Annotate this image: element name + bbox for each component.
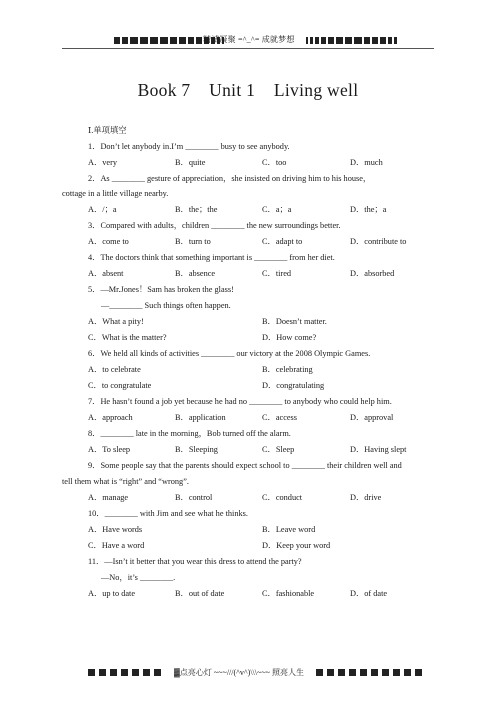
question-stem-continued: tell them what is “right” and “wrong”. <box>62 477 189 486</box>
header-text: 精诚凝聚 =^_^= 成就梦想 <box>203 35 295 44</box>
question-stem: 4．The doctors think that something important is ________ from her diet. <box>88 253 335 262</box>
header-decoration-right <box>306 37 399 44</box>
option-d: D．absorbed <box>350 269 395 278</box>
header-rule <box>62 48 434 49</box>
question-stem-continued: —________ Such things often happen. <box>101 301 231 310</box>
option-a: A．/；a <box>88 205 117 214</box>
option-d: D．drive <box>350 493 382 502</box>
option-b: B．application <box>175 413 226 422</box>
page-footer <box>0 667 496 679</box>
option-c: C．to congratulate <box>88 381 152 390</box>
question-stem-continued: —No，it’s ________. <box>101 573 176 582</box>
option-b: B．control <box>175 493 213 502</box>
option-c: C．What is the matter? <box>88 333 167 342</box>
question-stem: 3．Compared with adults，children ________ the new surroundings better. <box>88 221 341 230</box>
option-b: B．turn to <box>175 237 211 246</box>
option-a: A．to celebrate <box>88 365 141 374</box>
option-a: A．approach <box>88 413 133 422</box>
title-topic: Living well <box>273 80 359 100</box>
question-stem: 7．He hasn’t found a job yet because he had no ________ to anybody who could help him. <box>88 397 392 406</box>
option-d: D．the；a <box>350 205 387 214</box>
option-b: B．Sleeping <box>175 445 218 454</box>
title-book: Book 7 <box>137 80 191 100</box>
question-stem: 8．________ late in the morning，Bob turned off the alarm. <box>88 429 291 438</box>
option-b: B．celebrating <box>262 365 313 374</box>
option-b: B．out of date <box>175 589 225 598</box>
option-a: A．manage <box>88 493 129 502</box>
question-stem: 11．—Isn’t it better that you wear this dress to attend the party? <box>88 557 302 566</box>
option-a: A．up to date <box>88 589 136 598</box>
option-c: C．a；a <box>262 205 292 214</box>
option-a: A．very <box>88 158 118 167</box>
option-c: C．Sleep <box>262 445 295 454</box>
option-b: B．the；the <box>175 205 218 214</box>
option-c: C．tired <box>262 269 292 278</box>
option-b: B．quite <box>175 158 206 167</box>
question-stem: 6．We held all kinds of activities ________ our victory at the 2008 Olympic Games. <box>88 349 371 358</box>
question-stem: 1．Don’t let anybody in.I’m ________ busy to see anybody. <box>88 142 290 151</box>
title-unit: Unit 1 <box>209 80 256 100</box>
page-title <box>0 80 496 101</box>
option-d: D．congratulating <box>262 381 325 390</box>
question-stem: 10．________ with Jim and see what he thinks. <box>88 509 248 518</box>
option-d: D．Having slept <box>350 445 407 454</box>
question-stem: 9．Some people say that the parents should expect school to ________ their children well and <box>88 461 402 470</box>
option-b: B．absence <box>175 269 216 278</box>
option-b: B．Leave word <box>262 525 316 534</box>
option-c: C．conduct <box>262 493 303 502</box>
option-c: C．adapt to <box>262 237 303 246</box>
footer-text: ▓点亮心灯 ~~~///(^v^)\\\~~~ 照亮人生 <box>174 668 304 677</box>
option-c: C．Have a word <box>88 541 145 550</box>
option-d: D．Keep your word <box>262 541 331 550</box>
option-d: D．approval <box>350 413 394 422</box>
option-a: A．absent <box>88 269 124 278</box>
question-stem: 2．As ________ gesture of appreciation，she insisted on driving him to his house， <box>88 174 372 183</box>
option-a: A．What a pity! <box>88 317 144 326</box>
footer-decoration-left <box>88 669 165 676</box>
page-header <box>0 34 496 48</box>
question-stem-continued: cottage in a little village nearby. <box>62 189 169 198</box>
option-d: D．much <box>350 158 383 167</box>
option-c: C．fashionable <box>262 589 315 598</box>
option-a: A．To sleep <box>88 445 131 454</box>
question-stem: 5．—Mr.Jones！Sam has broken the glass! <box>88 285 234 294</box>
section-heading: Ⅰ.单项填空 <box>88 126 127 135</box>
footer-decoration-right <box>316 669 426 676</box>
option-c: C．too <box>262 158 287 167</box>
option-d: D．How come? <box>262 333 317 342</box>
option-a: A．Have words <box>88 525 143 534</box>
option-b: B．Doesn’t matter. <box>262 317 327 326</box>
option-c: C．access <box>262 413 298 422</box>
option-a: A．come to <box>88 237 129 246</box>
option-d: D．of date <box>350 589 388 598</box>
option-d: D．contribute to <box>350 237 407 246</box>
